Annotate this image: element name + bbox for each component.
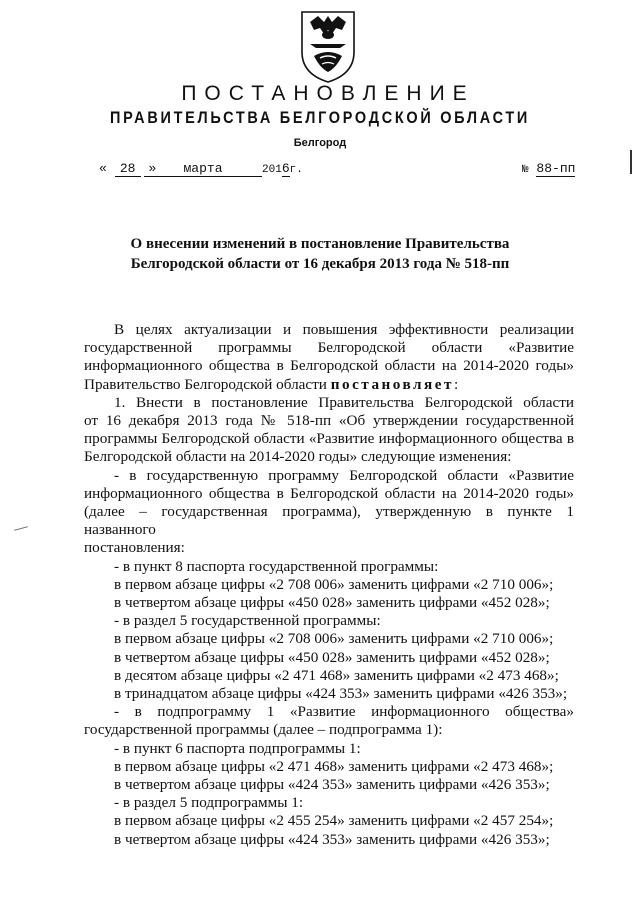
- body-line: программы Белгородской области «Развитие информационного общества в: [84, 430, 574, 448]
- date-day-value: 28: [115, 161, 141, 177]
- date-year-suffix: 6: [281, 161, 290, 176]
- list-item: в десятом абзаце цифры «2 471 468» заменить цифрами «2 473 468»;: [114, 666, 559, 684]
- body-line: информационного общества в Белгородской области на 2014-2020 годы»: [84, 484, 574, 502]
- body-line: 1. Внести в постановление Правительства Белгородской области: [114, 393, 574, 411]
- body-line: - в подпрограмму 1 «Развитие информационного общества»: [114, 703, 574, 721]
- margin-mark: [630, 150, 632, 174]
- list-item: в четвертом абзаце цифры «424 353» заменить цифрами «426 353»;: [114, 776, 550, 794]
- number-value: 88-пп: [536, 161, 576, 176]
- date-month: марта: [144, 161, 262, 177]
- date-close-quote: »: [148, 161, 157, 176]
- list-item: в тринадцатом абзаце цифры «424 353» заменить цифрами «426 353»;: [114, 685, 568, 703]
- body-line: государственной программы (далее – подпрограмма 1):: [84, 721, 443, 739]
- list-item: в четвертом абзаце цифры «424 353» заменить цифрами «426 353»;: [114, 830, 550, 848]
- list-item: - в раздел 5 государственной программы:: [114, 612, 381, 630]
- resolution-keyword: постановляет: [330, 375, 454, 393]
- document-body: [84, 321, 574, 849]
- body-line: - в государственную программу Белгородской области «Развитие: [114, 466, 574, 484]
- list-item: в первом абзаце цифры «2 471 468» заменить цифрами «2 473 468»;: [114, 757, 554, 775]
- list-item: - в раздел 5 подпрограммы 1:: [114, 794, 304, 812]
- body-line: постановления:: [84, 539, 185, 557]
- date-year-abbr: г.: [289, 164, 303, 176]
- body-line: информационного общества в Белгородской области на 2014-2020 годы»: [84, 357, 574, 375]
- city-name: Белгород: [293, 137, 347, 149]
- body-line: государственной программы Белгородской области «Развитие: [84, 339, 574, 357]
- list-item: - в пункт 6 паспорта подпрограммы 1:: [114, 739, 361, 757]
- list-item: в первом абзаце цифры «2 708 006» заменить цифрами «2 710 006»;: [114, 630, 554, 648]
- body-text-fragment: Правительство Белгородской области: [84, 375, 327, 393]
- list-item: - в пункт 8 паспорта государственной программы:: [114, 557, 439, 575]
- body-line: [84, 376, 574, 394]
- date-month-year: [144, 161, 303, 177]
- number-label: №: [522, 164, 529, 176]
- coat-of-arms-emblem: [296, 8, 360, 84]
- list-item: в четвертом абзаце цифры «450 028» заменить цифрами «452 028»;: [114, 594, 550, 612]
- list-item: в четвертом абзаце цифры «450 028» заменить цифрами «452 028»;: [114, 648, 550, 666]
- body-line: В целях актуализации и повышения эффективности реализации: [114, 321, 574, 338]
- coat-of-arms-icon: [296, 8, 360, 84]
- document-type-heading: ПОСТАНОВЛЕНИЕ: [181, 82, 475, 105]
- document-title: [0, 234, 640, 274]
- list-item: в первом абзаце цифры «2 455 254» заменить цифрами «2 457 254»;: [114, 812, 554, 830]
- body-colon: :: [453, 375, 459, 393]
- document-number: [522, 161, 575, 177]
- title-line-2: Белгородской области от 16 декабря 2013 года № 518-пп: [130, 256, 510, 272]
- body-line: Белгородской области на 2014-2020 годы» следующие изменения:: [84, 448, 512, 466]
- date-year-prefix: 201: [262, 164, 282, 176]
- body-line: от 16 декабря 2013 года № 518-пп «Об утверждении государственной: [84, 412, 574, 430]
- body-line: (далее – государственная программа), утвержденную в пункте 1 названного: [84, 503, 574, 539]
- date-open-quote: «: [99, 161, 107, 176]
- list-item: в первом абзаце цифры «2 708 006» заменить цифрами «2 710 006»;: [114, 575, 554, 593]
- scan-artifact: [14, 526, 28, 531]
- issuer-heading: ПРАВИТЕЛЬСТВА БЕЛГОРОДСКОЙ ОБЛАСТИ: [109, 108, 531, 127]
- title-line-1: О внесении изменений в постановление Правительства: [130, 236, 510, 252]
